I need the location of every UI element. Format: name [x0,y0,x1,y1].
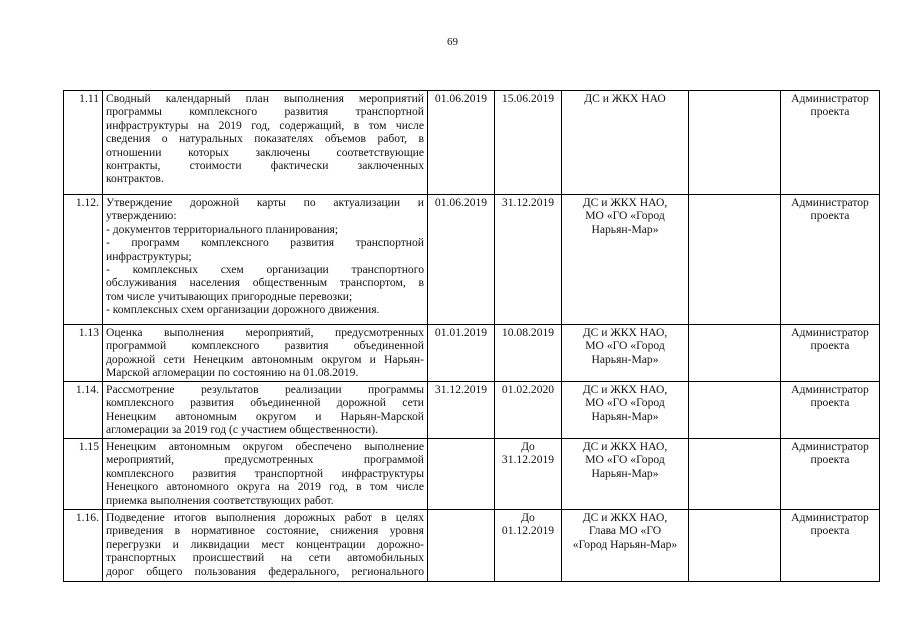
responsible-line: ДС и ЖКХ НАО, [582,440,668,453]
responsible-line: ДС и ЖКХ НАО, [582,196,668,209]
end-date-line: 31.12.2019 [501,453,555,467]
row-description [103,510,428,582]
responsible-line: МО «ГО «Город [585,339,665,353]
responsible-line: Нарьян-Мар» [591,409,659,423]
description-line: сведения о натуральных показателях объемов работ, в [106,132,424,146]
description-line: Подведение итогов выполнения дорожных работ в целях [106,511,424,524]
role-line: Администратор [791,92,869,105]
row-number: 1.14. [64,382,103,439]
row-end-date: 01.02.2020 [495,382,562,439]
description-line: комплексного развития объединенной дорожной сети [106,396,424,410]
description-line: программой комплексного развития объединенной [106,339,424,353]
responsible-line: МО «ГО «Город [585,453,665,467]
description-line: инфраструктуры; [106,249,192,263]
description-line: дорог общего пользования федерального, регионального [106,564,424,578]
row-description [103,439,428,510]
description-line: контракты, стоимости фактически заключенных [106,159,424,173]
description-line: контрактов. [106,172,164,186]
responsible-line: ДС и ЖКХ НАО, [582,383,668,396]
description-line: Сводный календарный план выполнения мероприятий [106,92,424,105]
role-line: Администратор [791,440,869,453]
responsible-line: «Город Нарьян-Мар» [572,537,678,551]
table-row [64,195,880,325]
row-number: 1.16. [64,510,103,582]
table-row [64,91,880,195]
row-description [103,91,428,195]
description-line: комплексного развития транспортной инфраструктуры [106,466,424,480]
row-role [781,325,880,382]
table-row [64,382,880,439]
description-line: транспортных происшествий на сети автомобильных [106,551,424,565]
responsible-line: Нарьян-Мар» [591,466,659,480]
role-line: проекта [810,396,850,410]
role-line: проекта [810,105,850,119]
row-end-date: 31.12.2019 [495,195,562,325]
row-end-date [495,439,562,510]
row-empty-cell [689,382,781,439]
role-line: Администратор [791,511,869,524]
row-responsible [562,510,689,582]
description-line: утверждению: [106,209,177,223]
row-empty-cell [689,325,781,382]
description-line: мероприятий, предусмотренных программой [106,453,424,467]
row-start-date: 01.01.2019 [428,325,495,382]
role-line: Администратор [791,196,869,209]
description-line: Рассмотрение результатов реализации программы [106,383,424,396]
row-responsible [562,91,689,195]
description-line: Утверждение дорожной карты по актуализации и [106,196,424,209]
row-responsible [562,195,689,325]
page-number: 69 [447,36,458,48]
description-line: агломерации за 2019 год (с участием общественности). [106,423,379,437]
responsible-line: МО «ГО «Город [585,396,665,410]
role-line: проекта [810,524,850,538]
description-line: Оценка выполнения мероприятий, предусмотренных [106,326,424,339]
row-number: 1.13 [64,325,103,382]
row-responsible [562,325,689,382]
role-line: проекта [810,209,850,223]
description-line: том числе учитывающих пригородные перевозки; [106,289,353,303]
description-line: дорожной сети Ненецким автономным округом и Нарьян- [106,352,424,366]
description-line: Ненецким автономным округом обеспечено выполнение [106,440,424,453]
row-start-date: 01.06.2019 [428,91,495,195]
description-line: Ненецкого автономного округа на 2019 год, в том числе [106,480,424,494]
row-role [781,439,880,510]
description-line: Марской агломерации по состоянию на 01.08.2019. [106,366,359,380]
role-line: Администратор [791,383,869,396]
plan-table [63,90,880,582]
description-line: приемка выполнения соответствующих работ. [106,493,334,507]
row-description [103,325,428,382]
responsible-line: Глава МО «ГО [588,524,662,538]
row-responsible [562,382,689,439]
description-line: - программ комплексного развития транспортной [106,236,424,250]
responsible-line: ДС и ЖКХ НАО, [582,511,668,524]
description-line: инфраструктуры на 2019 год, содержащий, в том числе [106,118,424,132]
responsible-line: Нарьян-Мар» [591,222,659,236]
role-line: Администратор [791,326,869,339]
description-line: программы комплексного развития транспортной [106,105,424,119]
row-responsible [562,439,689,510]
row-end-date: 10.08.2019 [495,325,562,382]
role-line: проекта [810,453,850,467]
description-line: - комплексных схем организации транспортного [106,263,424,277]
table-row [64,325,880,382]
responsible-line: МО «ГО «Город [585,209,665,223]
row-empty-cell [689,439,781,510]
description-line: обслуживания населения общественным транспортом, в [106,276,424,290]
row-end-date [495,510,562,582]
table-row [64,510,880,582]
row-role [781,510,880,582]
row-number: 1.15 [64,439,103,510]
row-empty-cell [689,195,781,325]
end-date-line: До [521,511,535,524]
description-line: приведения в нормативное состояние, снижения уровня [106,524,424,538]
row-empty-cell [689,510,781,582]
row-start-date: 31.12.2019 [428,382,495,439]
responsible-line: ДС и ЖКХ НАО, [582,326,668,339]
table-row [64,439,880,510]
row-description [103,195,428,325]
description-line: отношении которых заключены соответствующие [106,145,424,159]
row-number: 1.12. [64,195,103,325]
description-line: Ненецким автономным округом и Нарьян-Марской [106,409,424,423]
row-role [781,382,880,439]
row-end-date: 15.06.2019 [495,91,562,195]
row-empty-cell [689,91,781,195]
table-body [64,91,880,582]
row-number: 1.11 [64,91,103,195]
description-line: - документов территориального планирования; [106,222,339,236]
description-line: перегрузки и ликвидации мест концентрации дорожно- [106,537,424,551]
responsible-line: ДС и ЖКХ НАО [584,92,666,105]
end-date-line: До [521,440,535,453]
row-start-date [428,439,495,510]
role-line: проекта [810,339,850,353]
row-role [781,195,880,325]
row-start-date: 01.06.2019 [428,195,495,325]
row-description [103,382,428,439]
description-line: - комплексных схем организации дорожного движения. [106,303,380,317]
end-date-line: 01.12.2019 [501,524,555,538]
row-role [781,91,880,195]
row-start-date [428,510,495,582]
responsible-line: Нарьян-Мар» [591,352,659,366]
